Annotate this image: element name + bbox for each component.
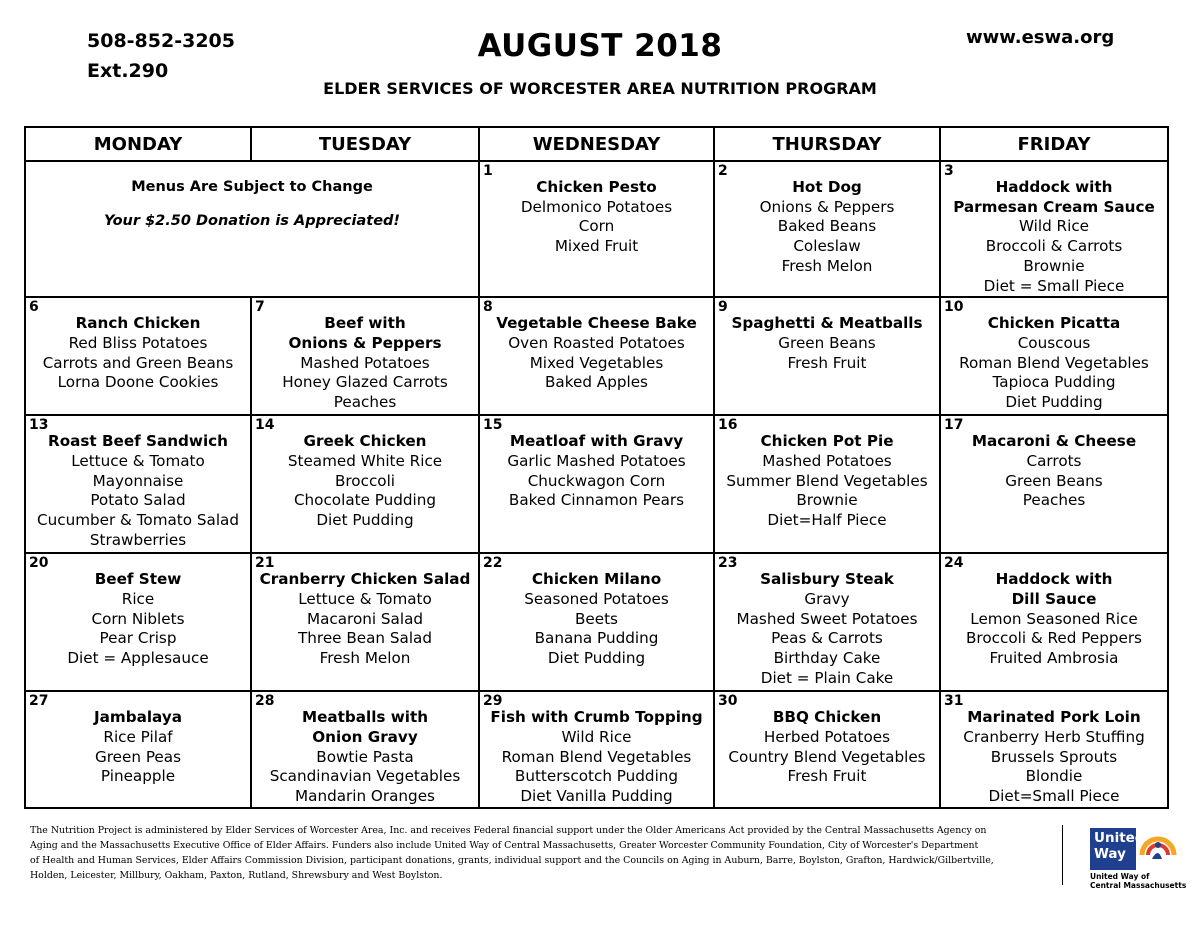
weekday-header-row	[25, 127, 1168, 161]
entree: Macaroni & Cheese	[971, 432, 1137, 451]
footer-divider	[1062, 825, 1063, 885]
week-row-5	[25, 691, 1168, 808]
page-subtitle: ELDER SERVICES OF WORCESTER AREA NUTRITION PROGRAM	[323, 79, 877, 98]
day-cell	[251, 691, 479, 808]
side-dish: Broccoli & Carrots	[985, 237, 1123, 256]
day-number: 22	[483, 555, 503, 572]
day-number: 31	[944, 693, 964, 710]
logo-caption-2: Central Massachusetts	[1090, 881, 1187, 890]
day-number: 23	[718, 555, 738, 572]
disclaimer-line: The Nutrition Project is administered by Elder Services of Worcester Area, Inc. and receives Federal financial support under the Older Americans Act provided by the Central Massachusetts Agency on	[30, 825, 987, 836]
side-dish: Wild Rice	[1018, 217, 1090, 236]
side-dish: Lorna Doone Cookies	[57, 373, 219, 392]
entree: Beef Stew	[94, 570, 182, 589]
header-wednesday: WEDNESDAY	[479, 127, 714, 161]
side-dish: Roman Blend Vegetables	[501, 747, 692, 766]
side-dish: Butterscotch Pudding	[514, 767, 679, 786]
day-number: 9	[718, 299, 728, 316]
menu-items	[252, 298, 478, 413]
day-cell	[25, 553, 251, 691]
entree: Spaghetti & Meatballs	[731, 314, 923, 333]
side-dish: Lettuce & Tomato	[71, 451, 205, 470]
day-number: 1	[483, 163, 493, 179]
side-dish: Brownie	[1023, 256, 1085, 275]
side-dish: Diet = Plain Cake	[760, 668, 894, 687]
side-dish: Baked Beans	[777, 217, 877, 236]
side-dish: Roman Blend Vegetables	[959, 353, 1149, 372]
side-dish: Peaches	[333, 393, 397, 412]
day-cell	[479, 415, 714, 553]
entree: BBQ Chicken	[772, 708, 882, 727]
side-dish: Lettuce & Tomato	[298, 589, 432, 608]
entree: Parmesan Cream Sauce	[953, 197, 1155, 216]
day-cell	[25, 297, 251, 415]
entree: Salisbury Steak	[760, 570, 894, 589]
day-number: 24	[944, 555, 964, 572]
day-cell	[940, 161, 1168, 297]
side-dish: Honey Glazed Carrots	[282, 373, 448, 392]
day-number: 7	[255, 299, 265, 316]
side-dish: Mashed Potatoes	[762, 451, 892, 470]
logo-line-2: Way	[1094, 846, 1126, 862]
side-dish: Couscous	[1017, 333, 1091, 352]
entree: Dill Sauce	[1011, 589, 1097, 608]
side-dish: Diet=Half Piece	[767, 511, 887, 530]
phone-number: 508-852-3205	[87, 30, 235, 52]
side-dish: Green Peas	[95, 747, 181, 766]
side-dish: Oven Roasted Potatoes	[508, 333, 685, 352]
side-dish: Pineapple	[100, 767, 176, 786]
side-dish: Diet=Small Piece	[988, 787, 1120, 806]
day-number: 6	[29, 299, 39, 316]
day-number: 2	[718, 163, 728, 179]
menu-items	[26, 416, 250, 550]
side-dish: Potato Salad	[90, 491, 186, 510]
logo-line-1: United	[1094, 830, 1145, 846]
side-dish: Corn	[578, 217, 615, 236]
side-dish: Herbed Potatoes	[763, 727, 891, 746]
side-dish: Blondie	[1025, 767, 1083, 786]
menu-items	[480, 162, 713, 257]
entree: Chicken Pesto	[536, 178, 657, 196]
day-cell	[251, 553, 479, 691]
entree: Haddock with	[995, 178, 1113, 196]
menu-items	[480, 298, 713, 393]
side-dish: Lemon Seasoned Rice	[970, 609, 1138, 628]
side-dish: Beets	[575, 609, 618, 628]
day-cell	[251, 297, 479, 415]
day-cell	[940, 415, 1168, 553]
day-number: 21	[255, 555, 275, 572]
side-dish: Carrots and Green Beans	[42, 353, 234, 372]
side-dish: Rice Pilaf	[103, 727, 173, 746]
disclaimer-line: of Health and Human Services, Elder Affairs Commission Division, participant donations, grants, individual support and the Councils on Aging in Auburn, Barre, Boylston, Grafton, Hardwick/Gilbertville,	[30, 855, 994, 866]
day-cell	[251, 415, 479, 553]
notice-cell	[25, 161, 479, 297]
side-dish: Delmonico Potatoes	[520, 197, 673, 216]
menu-items	[715, 554, 939, 688]
entree: Marinated Pork Loin	[967, 708, 1141, 727]
entree: Chicken Picatta	[987, 314, 1121, 333]
day-number: 8	[483, 299, 493, 316]
logo-caption	[1090, 872, 1186, 890]
side-dish: Broccoli	[334, 471, 396, 490]
menu-items	[715, 162, 939, 277]
day-number: 13	[29, 417, 49, 434]
menu-items	[715, 416, 939, 531]
header-thursday: THURSDAY	[714, 127, 940, 161]
day-number: 20	[29, 555, 49, 572]
day-cell	[479, 161, 714, 297]
day-number: 14	[255, 417, 275, 434]
day-cell	[940, 297, 1168, 415]
header-friday: FRIDAY	[940, 127, 1168, 161]
side-dish: Baked Apples	[545, 373, 648, 392]
notice-subject-to-change: Menus Are Subject to Change	[131, 179, 373, 195]
day-number: 27	[29, 693, 49, 710]
side-dish: Diet Vanilla Pudding	[520, 787, 673, 806]
entree: Jambalaya	[94, 708, 182, 727]
notice-donation: Your $2.50 Donation is Appreciated!	[103, 213, 401, 229]
menu-items	[26, 298, 250, 393]
day-cell	[25, 415, 251, 553]
side-dish: Mixed Fruit	[554, 237, 639, 256]
disclaimer-line: Aging and the Massachusetts Executive Office of Elder Affairs. Funders also include United Way of Central Massachusetts, Greater Worcester Community Foundation, City of Worcester's Department	[30, 840, 979, 851]
entree: Onion Gravy	[312, 727, 418, 746]
side-dish: Peas & Carrots	[771, 629, 883, 648]
side-dish: Summer Blend Vegetables	[726, 471, 928, 490]
menu-items	[715, 298, 939, 373]
side-dish: Diet = Small Piece	[983, 276, 1125, 295]
side-dish: Mashed Sweet Potatoes	[736, 609, 918, 628]
side-dish: Mixed Vegetables	[529, 353, 664, 372]
side-dish: Mandarin Oranges	[295, 787, 435, 806]
side-dish: Diet = Applesauce	[67, 649, 209, 668]
side-dish: Baked Cinnamon Pears	[508, 491, 685, 510]
day-number: 16	[718, 417, 738, 434]
side-dish: Cucumber & Tomato Salad	[36, 511, 239, 530]
side-dish: Wild Rice	[561, 727, 632, 746]
side-dish: Mayonnaise	[92, 471, 184, 490]
side-dish: Seasoned Potatoes	[524, 589, 669, 608]
entree: Beef with	[324, 314, 406, 333]
side-dish: Banana Pudding	[534, 629, 659, 648]
day-number: 28	[255, 693, 275, 710]
day-number: 10	[944, 299, 964, 316]
side-dish: Brownie	[796, 491, 858, 510]
menu-items	[26, 554, 250, 669]
entree: Cranberry Chicken Salad	[259, 570, 471, 589]
day-cell	[714, 297, 940, 415]
entree: Haddock with	[995, 570, 1113, 589]
entree: Meatballs with	[301, 708, 429, 727]
side-dish: Country Blend Vegetables	[728, 747, 926, 766]
entree: Chicken Milano	[531, 570, 662, 589]
day-cell	[940, 553, 1168, 691]
logo-caption-1: United Way of	[1090, 872, 1150, 881]
side-dish: Garlic Mashed Potatoes	[507, 451, 686, 470]
day-cell	[714, 415, 940, 553]
entree: Chicken Pot Pie	[760, 432, 894, 451]
menu-items	[252, 554, 478, 669]
menu-items	[941, 416, 1167, 511]
side-dish: Chuckwagon Corn	[527, 471, 666, 490]
day-number: 17	[944, 417, 964, 434]
menu-items	[480, 416, 713, 511]
menu-items	[26, 692, 250, 787]
menu-items	[941, 298, 1167, 413]
side-dish: Macaroni Salad	[306, 609, 424, 628]
day-number: 3	[944, 163, 954, 179]
entree: Vegetable Cheese Bake	[496, 314, 697, 333]
side-dish: Diet Pudding	[1005, 393, 1103, 412]
week-row-1	[25, 161, 1168, 297]
week-row-3	[25, 415, 1168, 553]
day-cell	[714, 553, 940, 691]
menu-items	[715, 692, 939, 787]
side-dish: Rice	[121, 589, 155, 608]
day-cell	[940, 691, 1168, 808]
day-cell	[479, 297, 714, 415]
hand-and-rainbow-icon	[1138, 829, 1178, 869]
side-dish: Diet Pudding	[547, 649, 646, 668]
funding-disclaimer	[30, 823, 1066, 883]
side-dish: Diet Pudding	[316, 511, 414, 530]
entree: Roast Beef Sandwich	[48, 432, 228, 451]
side-dish: Chocolate Pudding	[293, 491, 437, 510]
side-dish: Scandinavian Vegetables	[269, 767, 461, 786]
side-dish: Carrots	[1026, 451, 1082, 470]
day-cell	[714, 161, 940, 297]
side-dish: Three Bean Salad	[298, 629, 432, 648]
day-cell	[25, 691, 251, 808]
page-title: AUGUST 2018	[477, 28, 723, 64]
day-number: 15	[483, 417, 503, 434]
side-dish: Red Bliss Potatoes	[68, 333, 208, 352]
side-dish: Corn Niblets	[91, 609, 185, 628]
entree: Ranch Chicken	[75, 314, 201, 333]
entree: Meatloaf with Gravy	[509, 432, 684, 451]
menu-items	[480, 692, 713, 807]
side-dish: Tapioca Pudding	[992, 373, 1116, 392]
entree: Greek Chicken	[303, 432, 427, 451]
website-link[interactable]: www.eswa.org	[966, 27, 1115, 48]
week-row-4	[25, 553, 1168, 691]
side-dish: Bowtie Pasta	[316, 747, 414, 766]
entree: Hot Dog	[792, 178, 862, 196]
day-cell	[479, 691, 714, 808]
week-row-2	[25, 297, 1168, 415]
entree: Fish with Crumb Topping	[490, 708, 703, 727]
entree: Onions & Peppers	[288, 333, 442, 352]
side-dish: Mashed Potatoes	[300, 353, 430, 372]
side-dish: Fresh Melon	[319, 649, 411, 668]
side-dish: Onions & Peppers	[759, 197, 895, 216]
side-dish: Strawberries	[89, 530, 187, 549]
side-dish: Cranberry Herb Stuffing	[963, 727, 1145, 746]
header-monday: MONDAY	[25, 127, 251, 161]
menu-items	[941, 162, 1167, 296]
side-dish: Peaches	[1022, 491, 1086, 510]
menu-items	[480, 554, 713, 669]
day-cell	[479, 553, 714, 691]
side-dish: Brussels Sprouts	[990, 747, 1118, 766]
side-dish: Green Beans	[1005, 471, 1103, 490]
side-dish: Gravy	[804, 589, 850, 608]
side-dish: Fresh Fruit	[787, 767, 867, 786]
side-dish: Pear Crisp	[99, 629, 177, 648]
disclaimer-line: Holden, Leicester, Millbury, Oakham, Paxton, Rutland, Shrewsbury and West Boylston.	[30, 870, 443, 881]
side-dish: Birthday Cake	[773, 649, 881, 668]
menu-items	[941, 692, 1167, 807]
day-number: 29	[483, 693, 503, 710]
menu-items	[941, 554, 1167, 669]
logo-wordmark	[1090, 828, 1145, 870]
menu-calendar	[24, 126, 1169, 809]
side-dish: Steamed White Rice	[287, 451, 443, 470]
side-dish: Fruited Ambrosia	[989, 649, 1119, 668]
side-dish: Fresh Fruit	[787, 353, 867, 372]
menu-items	[252, 416, 478, 531]
side-dish: Broccoli & Red Peppers	[966, 629, 1142, 648]
day-cell	[714, 691, 940, 808]
day-number: 30	[718, 693, 738, 710]
side-dish: Fresh Melon	[781, 256, 873, 275]
united-way-logo	[1082, 826, 1187, 890]
side-dish: Green Beans	[778, 333, 876, 352]
side-dish: Coleslaw	[793, 237, 861, 256]
phone-extension: Ext.290	[87, 60, 169, 82]
header-tuesday: TUESDAY	[251, 127, 479, 161]
menu-items	[252, 692, 478, 807]
